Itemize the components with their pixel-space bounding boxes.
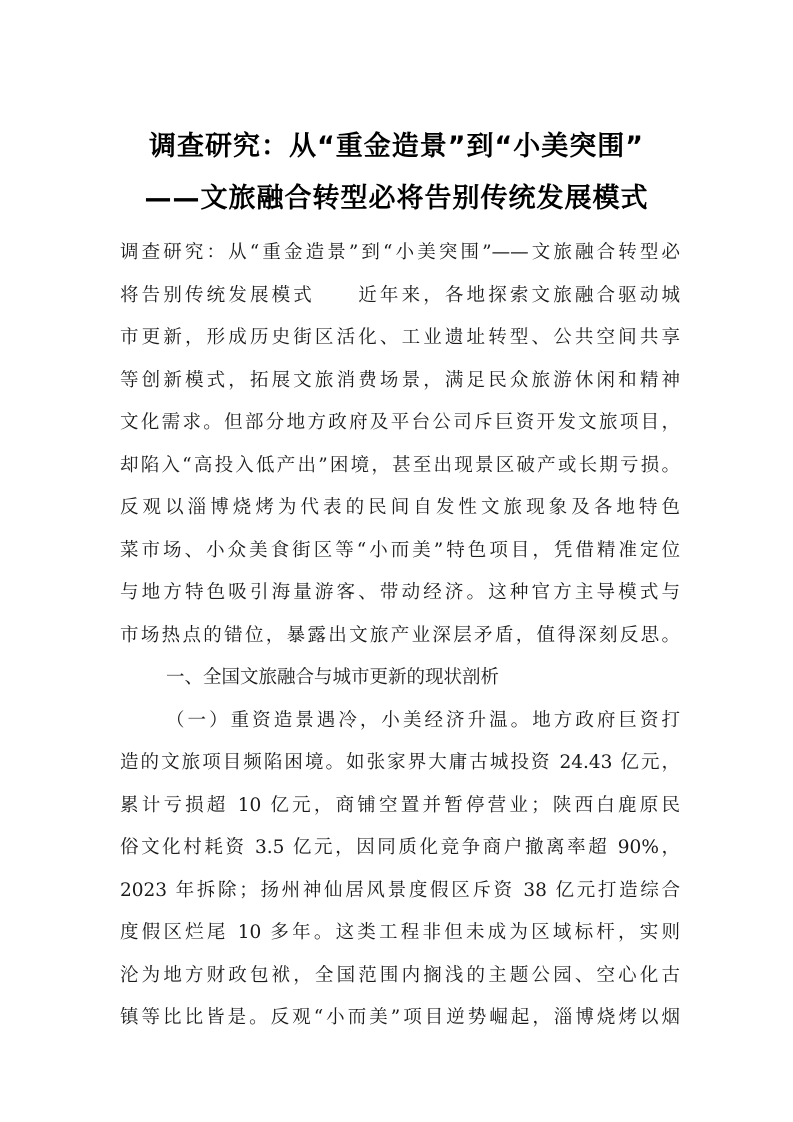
body-line: 市更新，形成历史街区活化、工业遗址转型、公共空间共享 bbox=[120, 327, 680, 348]
body-line: 却陷入“高投入低产出”困境，甚至出现景区破产或长期亏损。 bbox=[120, 454, 680, 476]
body-line: 累计亏损超 10 亿元，商铺空置并暂停营业；陕西白鹿原民 bbox=[120, 794, 680, 816]
document-title-line-2: ——文旅融合转型必将告别传统发展模式 bbox=[144, 183, 649, 214]
document-body bbox=[120, 232, 680, 1040]
body-line: 度假区烂尾 10 多年。这类工程非但未成为区域标杆，实则 bbox=[120, 922, 680, 943]
document-title-line-1: 调查研究：从“重金造景”到“小美突围” bbox=[149, 131, 644, 162]
body-line: （一）重资造景遇冷，小美经济升温。地方政府巨资打 bbox=[166, 709, 680, 731]
body-line: 菜市场、小众美食街区等“小而美”特色项目，凭借精准定位 bbox=[120, 539, 680, 561]
body-line: 造的文旅项目频陷困境。如张家界大庸古城投资 24.43 亿元， bbox=[120, 752, 680, 773]
body-line: 俗文化村耗资 3.5 亿元，因同质化竞争商户撤离率超 90%， bbox=[120, 837, 680, 858]
section-heading: 一、全国文旅融合与城市更新的现状剖析 bbox=[166, 667, 500, 688]
body-line: 沦为地方财政包袱，全国范围内搁浅的主题公园、空心化古 bbox=[120, 964, 680, 986]
body-line: 将告别传统发展模式 近年来，各地探索文旅融合驱动城 bbox=[120, 284, 680, 306]
body-line: 文化需求。但部分地方政府及平台公司斥巨资开发文旅项目， bbox=[120, 412, 680, 433]
body-line: 镇等比比皆是。反观“小而美”项目逆势崛起，淄博烧烤以烟 bbox=[120, 1007, 680, 1028]
body-line: 与地方特色吸引海量游客、带动经济。这种官方主导模式与 bbox=[120, 582, 680, 603]
body-line: 2023 年拆除；扬州神仙居风景度假区斥资 38 亿元打造综合 bbox=[120, 879, 680, 901]
body-line: 反观以淄博烧烤为代表的民间自发性文旅现象及各地特色 bbox=[120, 497, 680, 518]
body-line: 调查研究：从“重金造景”到“小美突围”——文旅融合转型必 bbox=[120, 242, 680, 263]
body-line: 市场热点的错位，暴露出文旅产业深层矛盾，值得深刻反思。 bbox=[120, 624, 680, 646]
body-line: 等创新模式，拓展文旅消费场景，满足民众旅游休闲和精神 bbox=[120, 369, 680, 391]
